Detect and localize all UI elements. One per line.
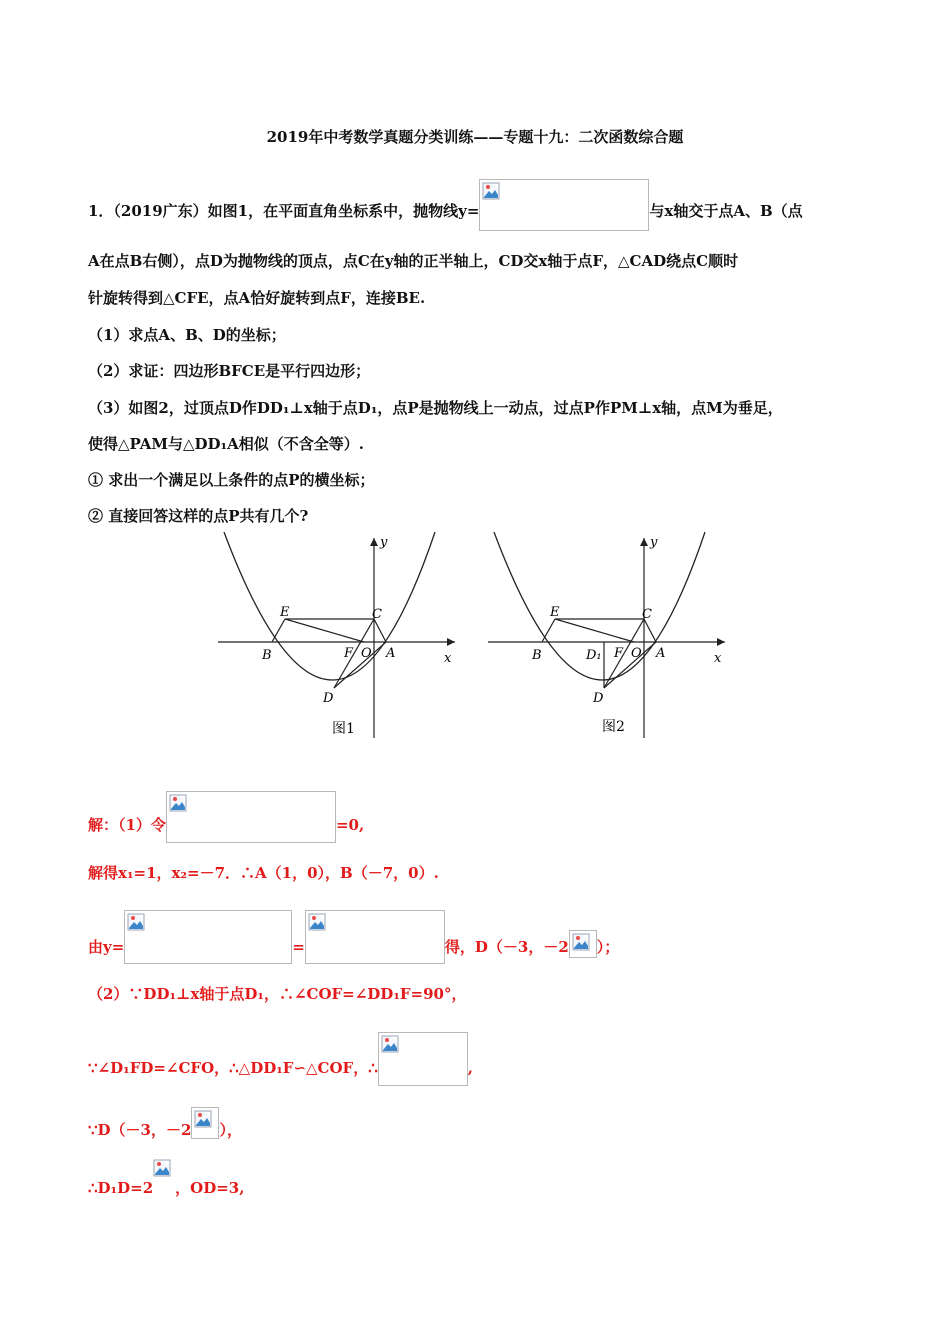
broken-image-icon [194,1110,212,1128]
fig2-segment-CA [644,619,656,642]
formula-image-placeholder [166,791,336,843]
formula-image-placeholder [569,930,597,958]
solution-line-6-tail: ）， [219,1121,242,1139]
fig1-label-E: E [280,605,290,620]
fig1-parabola [224,532,435,680]
problem-line-1-text: 1．（2019广东）如图1，在平面直角坐标系中，抛物线y= [88,202,480,220]
solution-line-3-text: 由y= [88,938,125,956]
fig2-x-arrow [717,638,725,646]
solution-line-1-text: 解：（1）令 [88,816,166,834]
solution-line-1-tail: =0, [335,816,365,834]
problem-line-3: 针旋转得到△CFE，点A恰好旋转到点F，连接BE. [88,289,426,307]
fig2-label-D1: D₁ [586,648,602,663]
fig1-segment-CA [374,619,386,642]
fig1-label-x: x [444,651,452,666]
solution-line-5 [88,1042,473,1096]
broken-image-icon [127,913,145,931]
solution-line-2: 解得x₁=1，x₂=－7．∴A（1，0），B（－7，0）. [88,864,439,882]
fig2-label-x: x [714,651,722,666]
solution-line-7 [88,1177,244,1199]
formula-image-placeholder [124,910,292,964]
solution-line-7-text: ∴D₁D=2 [88,1179,154,1197]
question-3-cont: 使得△PAM与△DD₁A相似（不含全等）. [88,435,364,453]
fig1-caption: 图1 [332,721,355,737]
formula-image-placeholder [305,910,445,964]
question-3: （3）如图2，过顶点D作DD₁⊥x轴于点D₁，点P是抛物线上一动点，过点P作PM⊥x轴，点M为垂足， [88,399,783,417]
fig1-segment-EB [272,619,285,642]
solution-line-4: （2）∵DD₁⊥x轴于点D₁，∴∠COF=∠DD₁F=90°， [88,985,467,1003]
solution-line-6 [88,1115,242,1147]
solution-line-7-tail: ，OD=3, [175,1179,245,1197]
fig2-label-C: C [642,607,652,622]
problem-line-2: A在点B右侧），点D为抛物线的顶点，点C在y轴的正半轴上，CD交x轴于点F，△CAD绕点C顺时 [88,252,739,270]
fig2-label-A: A [656,646,666,661]
solution-line-3-tail: ）； [596,938,620,956]
fig2-label-y: y [650,535,658,550]
fig1-label-B: B [262,648,272,663]
solution-line-6-text: ∵D（－3，－2 [88,1121,192,1139]
broken-image-icon [381,1035,399,1053]
problem-line-1-tail: 与x轴交于点A、B（点 [649,202,803,220]
formula-image-placeholder [479,179,649,231]
fig2-y-arrow [640,538,648,546]
page-title: 2019年中考数学真题分类训练——专题十九：二次函数综合题 [266,128,684,146]
fig1-segment-AD [334,642,386,688]
solution-line-3 [88,921,619,975]
sub-question-2: ② 直接回答这样的点P共有几个? [88,507,309,525]
broken-image-icon [153,1159,171,1177]
fig2-segment-EB [542,619,555,642]
broken-image-icon [308,913,326,931]
sub-question-1: ① 求出一个满足以上条件的点P的横坐标； [88,471,375,489]
broken-image-icon [169,794,187,812]
question-1: （1）求点A、B、D的坐标； [88,326,286,344]
fig1-label-y: y [380,535,388,550]
figure-1 [218,532,455,738]
fig1-segment-EF [285,619,364,642]
fig1-label-A: A [386,646,396,661]
solution-line-5-tail: , [467,1059,473,1077]
fig1-x-arrow [447,638,455,646]
fig1-label-O: O [361,646,372,661]
solution-line-1 [88,800,364,852]
fig2-label-F: F [614,646,624,661]
formula-image-placeholder [191,1107,219,1139]
formula-image-placeholder [153,1159,175,1181]
solution-line-3-eq: = [292,938,305,956]
question-2: （2）求证：四边形BFCE是平行四边形； [88,362,371,380]
fig1-label-D: D [323,691,334,706]
broken-image-icon [572,933,590,951]
fig2-label-B: B [532,648,542,663]
fig2-segment-AD [604,642,656,688]
fig2-label-E: E [550,605,560,620]
figures [210,532,740,742]
solution-line-5-text: ∵∠D₁FD=∠CFO，∴△DD₁F∽△COF，∴ [88,1059,378,1077]
fig1-y-arrow [370,538,378,546]
fig2-segment-EF [555,619,634,642]
figure-2 [488,532,725,738]
broken-image-icon [482,182,500,200]
figures-svg [210,532,740,742]
fig1-label-F: F [344,646,354,661]
fig1-label-C: C [372,607,382,622]
fig2-label-D: D [593,691,604,706]
problem-line-1 [88,186,803,238]
solution-line-3-d: 得，D（－3，－2 [444,938,569,956]
fig2-caption: 图2 [602,719,625,735]
fig2-label-O: O [631,646,642,661]
formula-image-placeholder [378,1032,468,1086]
